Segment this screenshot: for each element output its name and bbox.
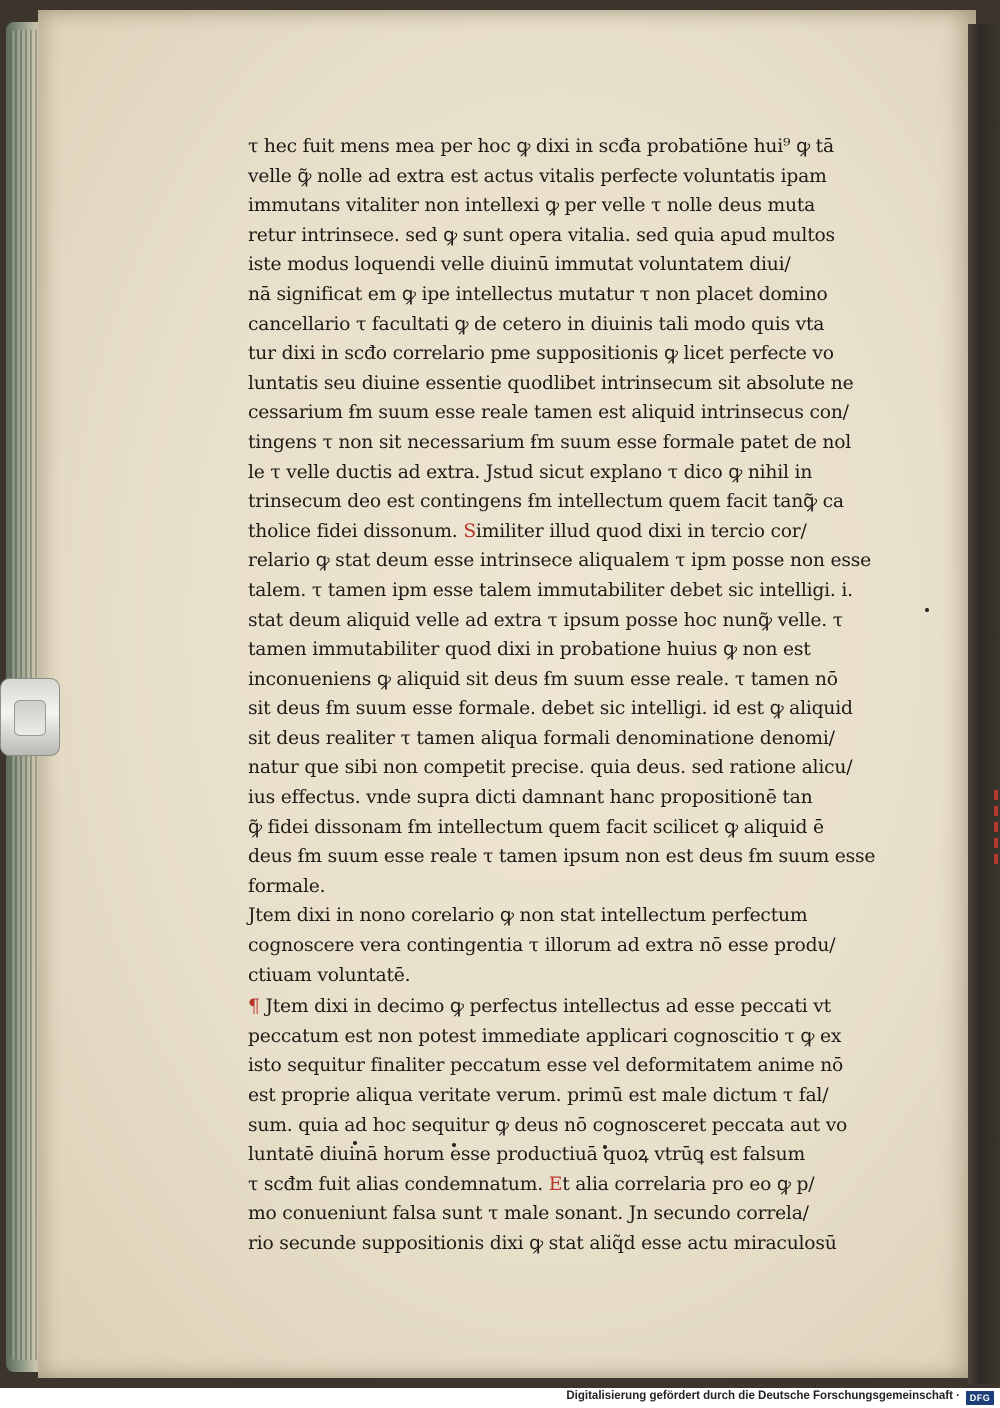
dfg-logo: DFG xyxy=(966,1391,994,1405)
text-line: sit deus ẜm suum esse formale. debet sic intelligi. id est ꝙ aliquid xyxy=(248,698,853,720)
book-clip-inner xyxy=(14,700,46,736)
text-line: luntatis seu diuine essentie quodlibet intrinsecum sit absolute ne xyxy=(248,372,854,394)
ink-speck xyxy=(925,608,929,612)
text-line: velle ꝙ̃ nolle ad extra est actus vitalis perfecte voluntatis ipam xyxy=(248,165,827,187)
text-line: retur intrinsece. sed ꝙ sunt opera vitalia. sed quia apud multos xyxy=(248,224,835,246)
rubric-initial: S xyxy=(463,520,476,542)
text-line: isto sequitur finaliter peccatum esse vel deformitatem anime nō xyxy=(248,1055,844,1077)
text-line: tur dixi in scđo correlario pme suppositionis ꝙ licet perfecte vo xyxy=(248,343,834,365)
text-line: cancellario τ facultati ꝙ de cetero in diuinis tali modo quis vta xyxy=(248,313,825,335)
text-line: peccatum est non potest immediate applicari cognoscitio τ ꝙ ex xyxy=(248,1025,842,1047)
text-line: relario ꝙ stat deum esse intrinsece aliqualem τ ipm posse non esse xyxy=(248,550,871,572)
text-line-with-rubric xyxy=(248,1170,883,1200)
text-line-segment: τ scđm fuit alias condemnatum. xyxy=(248,1173,543,1195)
book-gutter-shadow xyxy=(968,24,1000,1384)
rubric-initial: E xyxy=(548,1173,563,1195)
text-line: tamen immutabiliter quod dixi in probatione huius ꝙ non est xyxy=(248,639,811,661)
text-line: rio secunde suppositionis dixi ꝙ stat aliq̃d esse actu miraculosū xyxy=(248,1232,837,1254)
footer-bar xyxy=(0,1388,1000,1408)
text-line-with-rubric xyxy=(248,1199,883,1229)
pilcrow-mark: ¶ xyxy=(248,996,260,1018)
text-line: nā significat em ꝙ ipe intellectus mutatur τ non placet domino xyxy=(248,283,828,305)
text-line-segment: t alia correlaria pro eo ꝙ p/ xyxy=(562,1173,815,1195)
rubric-margin-mark xyxy=(994,790,998,870)
text-line: immutans vitaliter non intellexi ꝙ per velle τ nolle deus muta xyxy=(248,195,816,217)
funding-credit: Digitalisierung gefördert durch die Deutsche Forschungsgemeinschaft · xyxy=(566,1390,960,1402)
text-line: iste modus loquendi velle diuinū immutat voluntatem diui/ xyxy=(248,254,791,276)
text-line: talem. τ tamen ipm esse talem immutabiliter debet sic intelligi. i. xyxy=(248,579,853,601)
text-line: deus ẜm suum esse reale τ tamen ipsum non est deus ẜm suum esse xyxy=(248,846,876,868)
text-line: formale. xyxy=(248,875,326,897)
text-line-segment: mo conueniunt falsa sunt τ male sonant. xyxy=(248,1203,623,1225)
text-line: cognoscere vera contingentia τ illorum ad extra nō esse produ/ xyxy=(248,935,836,957)
text-line: le τ velle ductis ad extra. Jstud sicut explano τ dico ꝙ nihil in xyxy=(248,461,813,483)
text-line-segment: Jtem dixi in decimo ꝙ perfectus intellectus ad esse peccati vt xyxy=(265,996,831,1018)
text-line: τ hec fuit mens mea per hoc ꝙ dixi in scđa probatiōne hui⁹ ꝙ tā xyxy=(248,136,834,157)
text-line-with-rubric xyxy=(248,517,883,547)
text-line: cessarium ẜm suum esse reale tamen est aliquid intrinsecus con/ xyxy=(248,402,849,424)
text-line-with-pilcrow xyxy=(248,992,883,1022)
text-line-segment: Jn secundo correla/ xyxy=(628,1203,809,1225)
text-line: Jtem dixi in nono corelario ꝙ non stat intellectum perfectum xyxy=(248,905,808,927)
text-line: trinsecum deo est contingens ẜm intellectum quem facit tanꝙ̃ ca xyxy=(248,491,844,513)
text-line: luntatē diuinā horum esse productiuā quoꝝ vtrūꝗ est falsum xyxy=(248,1144,805,1166)
text-line: ctiuam voluntatē. xyxy=(248,964,411,986)
text-line: sit deus realiter τ tamen aliqua formali denominatione denomi/ xyxy=(248,727,835,749)
text-line-segment: tholice fidei dissonum. xyxy=(248,520,458,542)
text-line: stat deum aliquid velle ad extra τ ipsum posse hoc nunꝙ̃ velle. τ xyxy=(248,609,843,631)
text-line: est proprie aliqua veritate verum. primū est male dictum τ fal/ xyxy=(248,1085,829,1106)
text-line: inconueniens ꝙ aliquid sit deus ẜm suum esse reale. τ tamen nō xyxy=(248,668,838,690)
incunable-text-block xyxy=(248,132,883,1259)
text-line-segment: imiliter illud quod dixi in tercio cor/ xyxy=(475,520,807,542)
text-line: natur que sibi non competit precise. quia deus. sed ratione alicu/ xyxy=(248,757,853,779)
text-line: ius effectus. vnde supra dicti damnant hanc propositionē tan xyxy=(248,787,813,809)
text-line: tingens τ non sit necessarium ẜm suum esse formale patet de nol xyxy=(248,431,852,453)
text-line: sum. quia ad hoc sequitur ꝙ deus nō cognosceret peccata aut vo xyxy=(248,1114,848,1136)
text-line: ꝙ̃ fidei dissonam ẜm intellectum quem facit scilicet ꝙ aliquid ē xyxy=(248,816,824,838)
